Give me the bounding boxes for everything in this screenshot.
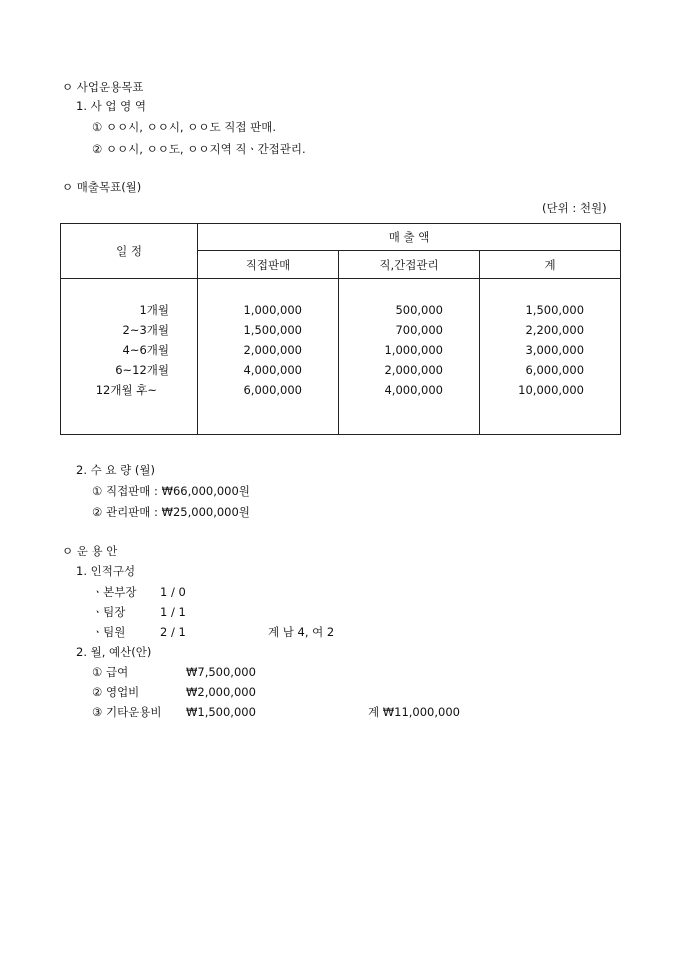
- budget-label: ① 급여: [92, 665, 129, 679]
- header-schedule: 일 정: [61, 224, 198, 279]
- staff-count: 1 / 0: [160, 585, 186, 599]
- period-cell: 1개월: [139, 303, 169, 317]
- total-cell: 3,000,000: [525, 343, 585, 357]
- staff-role: ㆍ팀장: [92, 605, 126, 619]
- direct-sales-cell: 4,000,000: [243, 363, 302, 377]
- period-cell: 12개월 후~: [95, 383, 157, 397]
- direct-sales-column: [198, 279, 339, 435]
- indirect-cell: 1,000,000: [384, 343, 443, 357]
- direct-sales-cell: 6,000,000: [243, 383, 302, 397]
- business-area-item: ② ㅇㅇ시, ㅇㅇ도, ㅇㅇ지역 직ㆍ간접관리.: [92, 142, 306, 156]
- budget-amount: ₩7,500,000: [186, 665, 256, 679]
- total-column: [480, 279, 621, 435]
- period-cell: 6~12개월: [115, 363, 169, 377]
- staff-count: 1 / 1: [160, 605, 186, 619]
- direct-sales-cell: 2,000,000: [243, 343, 302, 357]
- indirect-cell: 2,000,000: [384, 363, 443, 377]
- sales-target-table: [60, 223, 621, 435]
- staff-total: 계 남 4, 여 2: [268, 625, 335, 639]
- staff-role: ㆍ팀원: [92, 625, 126, 639]
- period-cell: 4~6개월: [122, 343, 169, 357]
- budget-amount: ₩1,500,000: [186, 705, 256, 719]
- indirect-cell: 4,000,000: [384, 383, 443, 397]
- budget-label: ③ 기타운용비: [92, 705, 162, 719]
- demand-item: ② 관리판매 : ₩25,000,000원: [92, 505, 250, 519]
- demand-heading: 2. 수 요 량 (월): [76, 463, 156, 477]
- section-heading-sales-goal: ㅇ 매출목표(월): [62, 180, 142, 194]
- staff-count: 2 / 1: [160, 625, 186, 639]
- section-heading-operation-plan: ㅇ 운 용 안: [62, 544, 118, 558]
- indirect-cell: 700,000: [395, 323, 443, 337]
- unit-label: (단위 : 천원): [542, 201, 607, 215]
- total-cell: 6,000,000: [525, 363, 585, 377]
- demand-item: ① 직접판매 : ₩66,000,000원: [92, 484, 250, 498]
- direct-sales-cell: 1,500,000: [243, 323, 302, 337]
- indirect-cell: 500,000: [395, 303, 443, 317]
- direct-sales-cell: 1,000,000: [243, 303, 302, 317]
- period-column: [61, 279, 198, 435]
- total-cell: 2,200,000: [525, 323, 585, 337]
- total-cell: 10,000,000: [518, 383, 585, 397]
- budget-label: ② 영업비: [92, 685, 140, 699]
- business-area-item: ① ㅇㅇ시, ㅇㅇ시, ㅇㅇ도 직접 판매.: [92, 120, 276, 134]
- section-heading-operation-goal: ㅇ 사업운용목표: [62, 80, 144, 94]
- period-cell: 2~3개월: [122, 323, 169, 337]
- header-total: 계: [480, 251, 621, 279]
- budget-heading: 2. 월, 예산(안): [76, 645, 152, 659]
- staffing-heading: 1. 인적구성: [76, 564, 136, 578]
- business-area-heading: 1. 사 업 영 역: [76, 99, 147, 113]
- budget-total: 계 ₩11,000,000: [368, 705, 460, 719]
- indirect-column: [339, 279, 480, 435]
- header-sales: 매 출 액: [198, 224, 621, 251]
- header-direct-sales: 직접판매: [198, 251, 339, 279]
- staff-role: ㆍ본부장: [92, 585, 137, 599]
- header-indirect-management: 직,간접관리: [339, 251, 480, 279]
- total-cell: 1,500,000: [525, 303, 585, 317]
- budget-amount: ₩2,000,000: [186, 685, 256, 699]
